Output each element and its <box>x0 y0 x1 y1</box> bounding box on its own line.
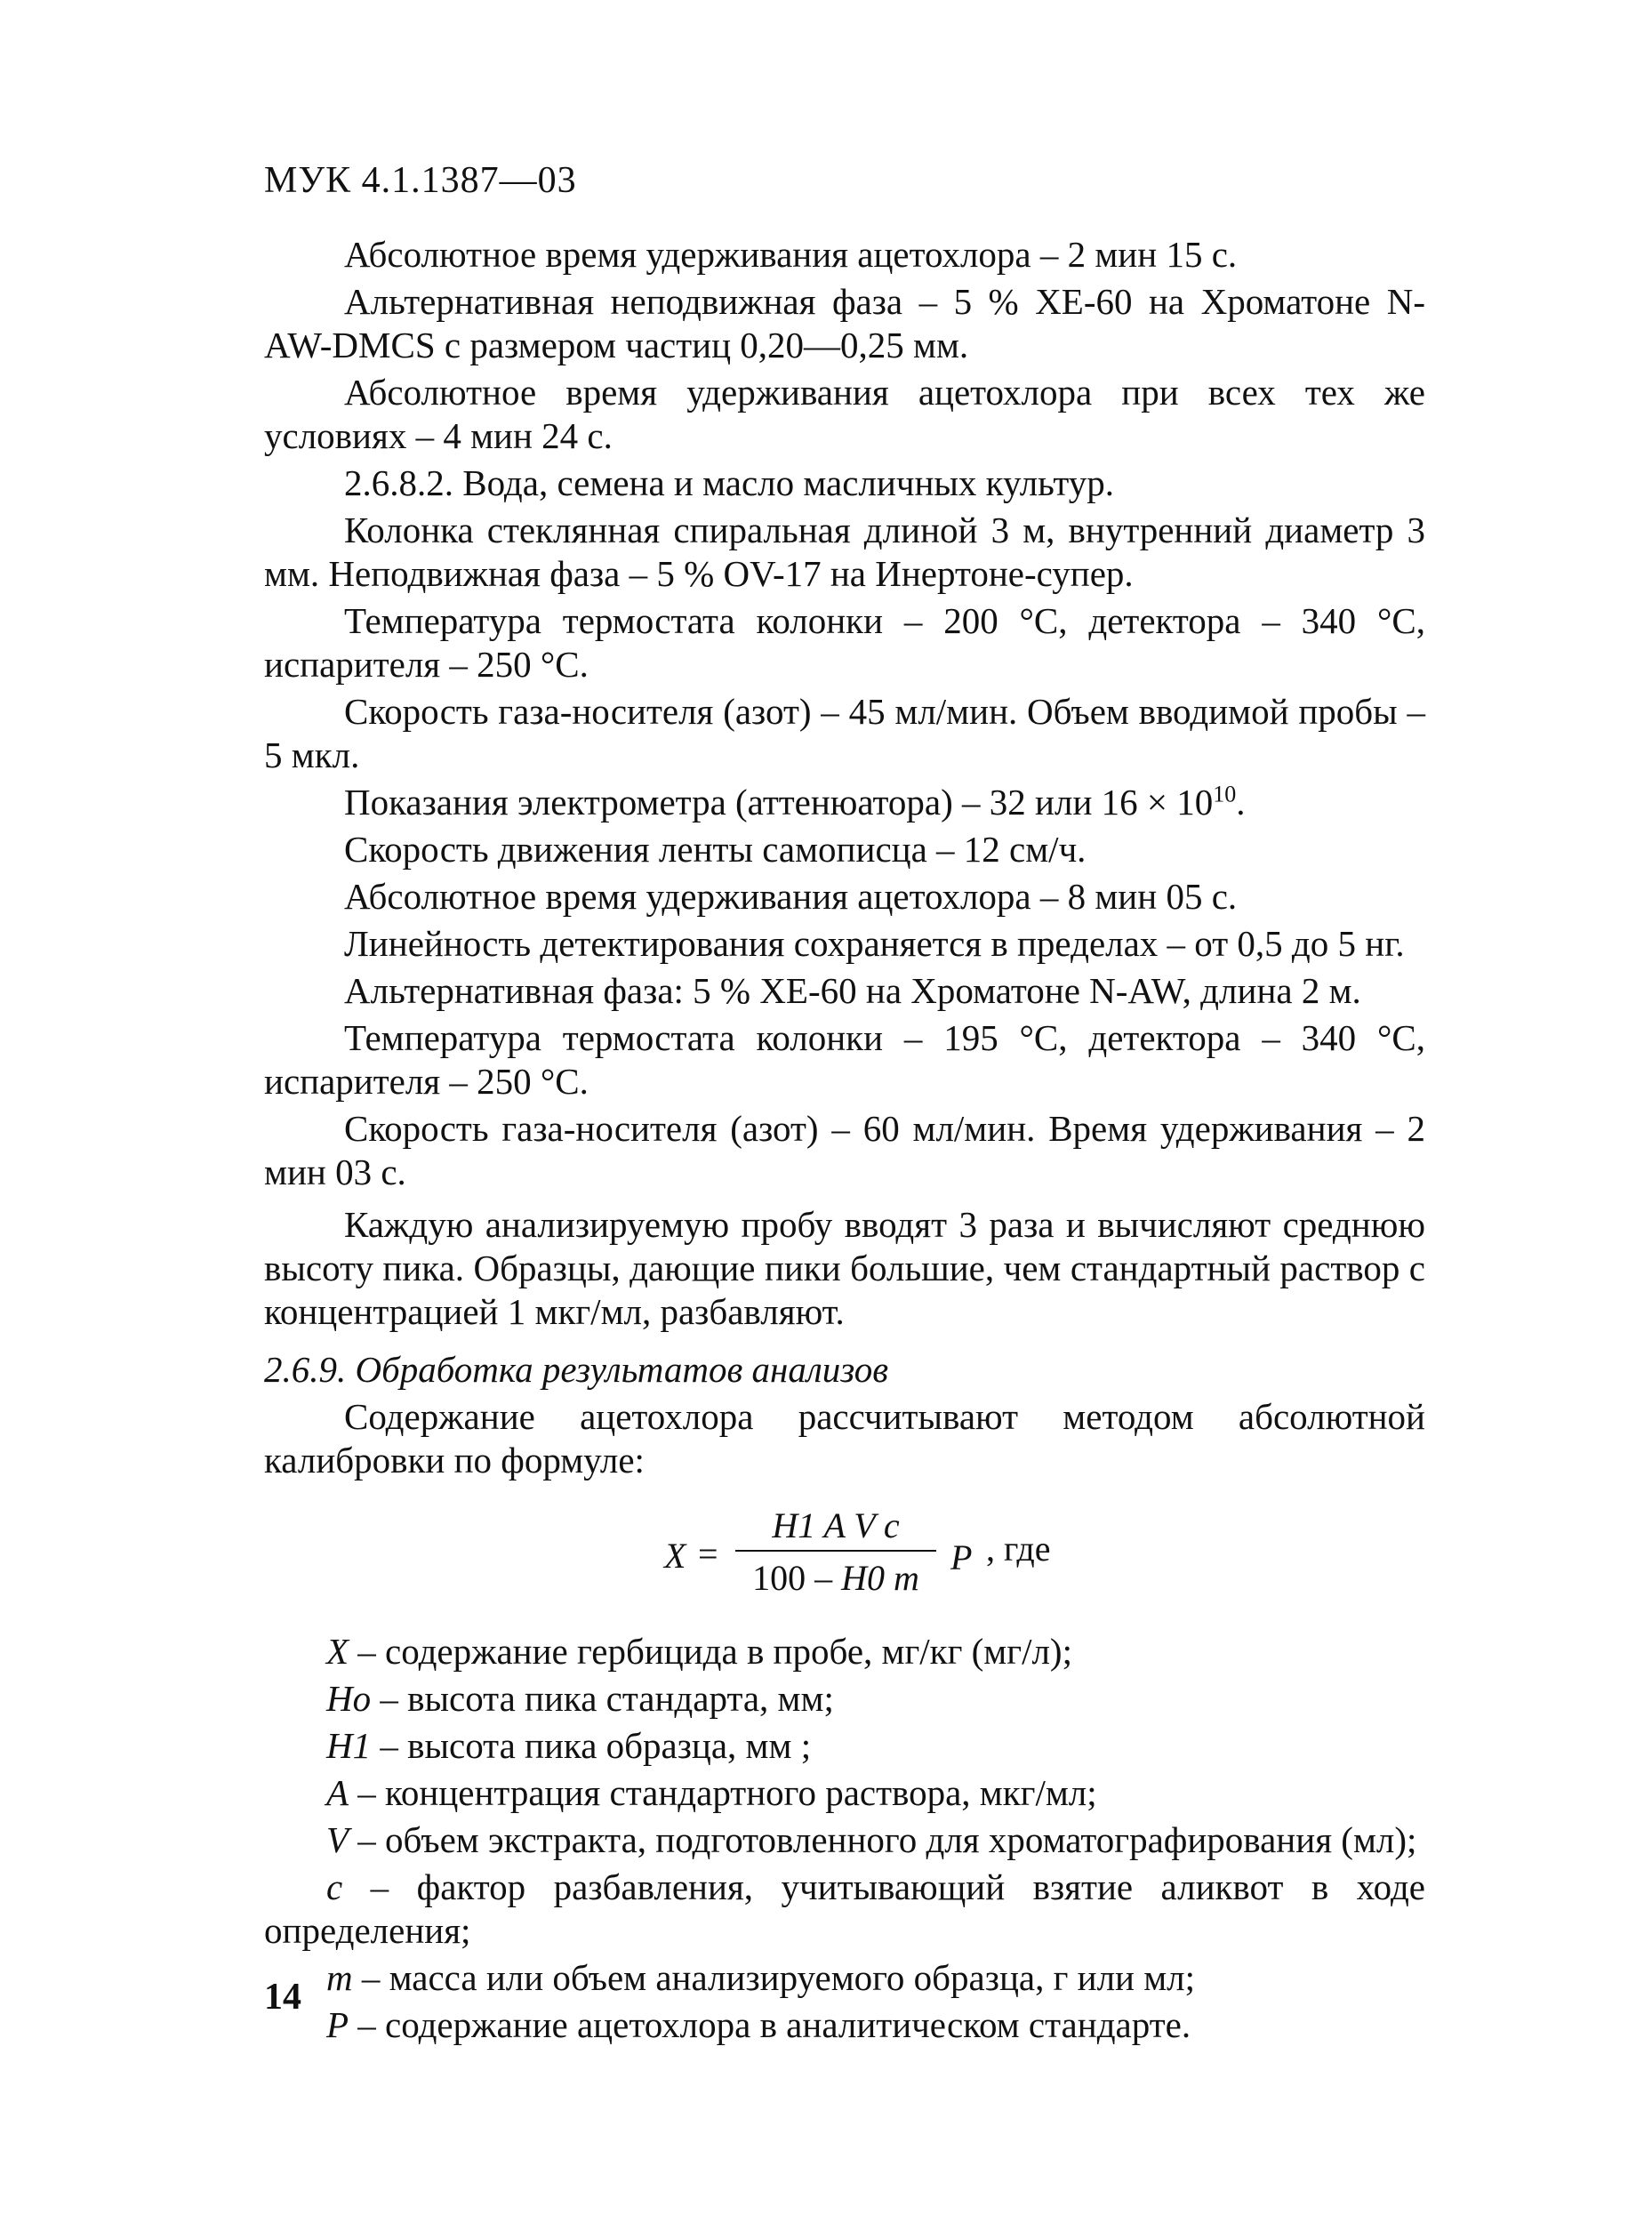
definition-text: – содержание ацетохлора в аналитическом стандарте. <box>349 2004 1191 2045</box>
definition-symbol: X <box>326 1631 349 1672</box>
electrometer-tail: . <box>1236 782 1246 823</box>
definition-item <box>264 1818 1425 1862</box>
definition-text: – высота пика стандарта, мм; <box>371 1678 834 1719</box>
electrometer-exponent: 10 <box>1213 781 1237 807</box>
definition-symbol: P <box>326 2004 349 2045</box>
formula-fraction <box>735 1502 936 1600</box>
paragraph: Температура термостата колонки – 200 °С, детектора – 340 °С, испарителя – 250 °С. <box>264 600 1425 685</box>
definition-symbol: H1 <box>326 1725 372 1766</box>
definition-text: – объем экстракта, подготовленного для хроматографирования (мл); <box>349 1819 1417 1860</box>
page-number: 14 <box>264 1977 301 2018</box>
paragraph: Температура термостата колонки – 195 °С, детектора – 340 °С, испарителя – 250 °С. <box>264 1017 1425 1102</box>
definition-item <box>264 2003 1425 2047</box>
paragraph: Каждую анализируемую пробу вводят 3 раза и вычисляют среднюю высоту пика. Образцы, дающие пики большие, чем стандартный раствор с концентрацией 1 мкг/мл, разбавляют. <box>264 1204 1425 1332</box>
paragraph: Скорость движения ленты самописца – 12 см/ч. <box>344 829 1087 870</box>
body-text <box>264 233 1425 2047</box>
paragraph: Линейность детектирования сохраняется в пределах – от 0,5 до 5 нг. <box>344 923 1405 964</box>
definition-text: – высота пика образца, мм ; <box>371 1725 812 1766</box>
paragraph: Скорость газа-носителя (азот) – 45 мл/мин. Объем вводимой пробы – 5 мкл. <box>264 691 1425 775</box>
formula-numerator: H1 A V c <box>772 1505 900 1545</box>
formula-intro: Содержание ацетохлора рассчитывают методом абсолютной калибровки по формуле: <box>264 1396 1425 1481</box>
electrometer-text: Показания электрометра (аттенюатора) – 32 или 16 × 10 <box>344 782 1214 823</box>
definition-item <box>264 1866 1425 1953</box>
paragraph: Альтернативная неподвижная фаза – 5 % XE-60 на Хроматоне N-AW-DMCS с размером частиц 0,20—0,25 мм. <box>264 281 1425 365</box>
definition-symbol: V <box>326 1819 349 1860</box>
definition-item <box>264 1771 1425 1815</box>
denominator-constant: 100 – <box>752 1558 842 1598</box>
definition-symbol: A <box>326 1772 349 1813</box>
document-code-header: МУК 4.1.1387—03 <box>264 160 577 201</box>
paragraph: Абсолютное время удерживания ацетохлора – 2 мин 15 с. <box>344 234 1238 275</box>
formula-lhs: X <box>664 1536 686 1576</box>
definition-item <box>264 1677 1425 1721</box>
paragraph: Колонка стеклянная спиральная длиной 3 м, внутренний диаметр 3 мм. Неподвижная фаза – 5 % OV-17 на Инертоне-супер. <box>264 510 1425 594</box>
definition-text: – фактор разбавления, учитывающий взятие аликвот в ходе определения; <box>264 1866 1425 1951</box>
definition-text: – содержание гербицида в пробе, мг/кг (мг/л); <box>349 1631 1072 1672</box>
electrometer-paragraph <box>264 781 1425 824</box>
formula-tail: , где <box>986 1529 1051 1569</box>
definition-symbol: Ho <box>326 1678 372 1719</box>
definition-text: – концентрация стандартного раствора, мкг/мл; <box>349 1772 1097 1813</box>
paragraph: Абсолютное время удерживания ацетохлора при всех тех же условиях – 4 мин 24 с. <box>264 372 1425 456</box>
paragraph: 2.6.8.2. Вода, семена и масло масличных культур. <box>344 462 1114 503</box>
paragraph: Абсолютное время удерживания ацетохлора – 8 мин 05 с. <box>344 876 1238 917</box>
definitions-list <box>264 1630 1425 2047</box>
formula-denominator <box>735 1552 936 1600</box>
definition-text: – масса или объем анализируемого образца, г или мл; <box>352 1957 1196 1998</box>
paragraph: Скорость газа-носителя (азот) – 60 мл/мин. Время удерживания – 2 мин 03 с. <box>264 1108 1425 1192</box>
paragraph: Альтернативная фаза: 5 % XE-60 на Хроматоне N-AW, длина 2 м. <box>344 970 1361 1011</box>
definition-symbol: c <box>326 1866 343 1907</box>
formula-equals: = <box>698 1534 718 1574</box>
definition-item <box>264 1956 1425 2000</box>
denominator-variables: H0 m <box>841 1558 919 1598</box>
formula-block <box>264 1502 1425 1616</box>
definition-item <box>264 1724 1425 1768</box>
section-title: 2.6.9. Обработка результатов анализов <box>264 1349 889 1390</box>
formula-factor: P <box>950 1537 973 1577</box>
definition-item <box>264 1630 1425 1673</box>
definition-symbol: m <box>326 1957 353 1998</box>
